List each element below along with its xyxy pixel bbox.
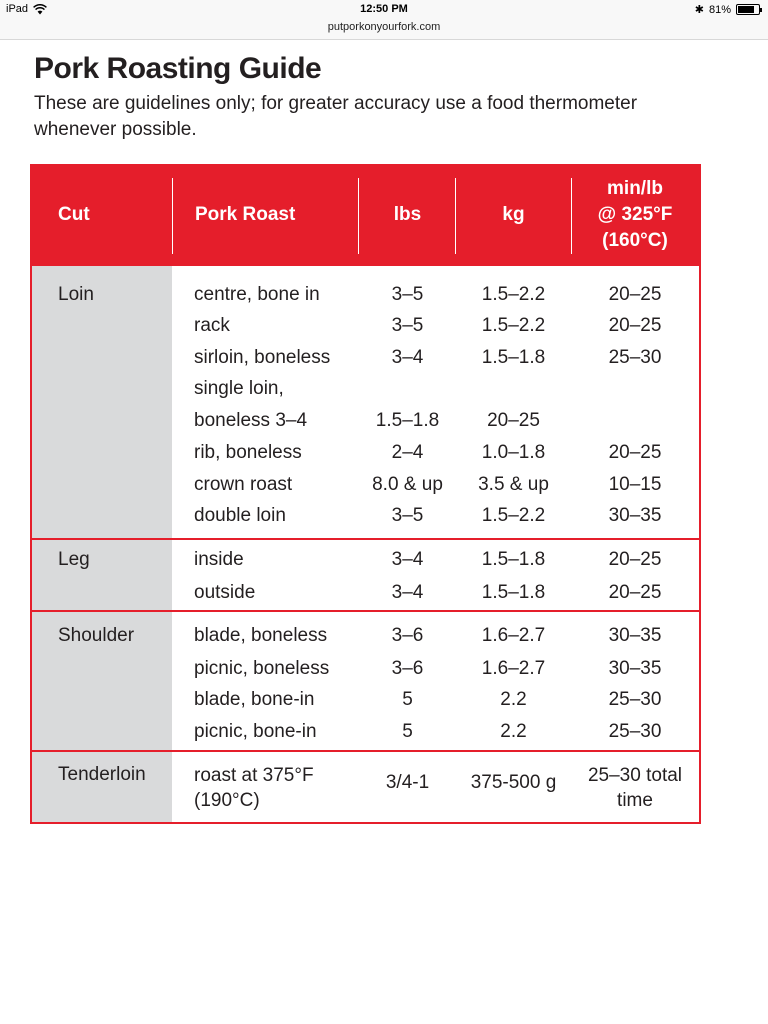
shoulder-kg: 1.6–2.7 — [481, 658, 546, 679]
cut-label-shoulder: Shoulder — [58, 625, 135, 646]
tenderloin-min: 25–30 total time — [587, 765, 683, 811]
tenderloin-kg: 375-500 g — [470, 772, 557, 793]
loin-kg: 20–25 — [487, 410, 540, 431]
loin-kg: 1.5–2.2 — [481, 284, 546, 305]
loin-roast: rack — [194, 315, 230, 336]
bluetooth-icon: ✱ — [694, 4, 704, 16]
clock: 12:50 PM — [360, 3, 408, 15]
header-min-line2: @ 325°F — [597, 204, 673, 225]
header-min-line3: (160°C) — [602, 230, 668, 251]
battery-percent: 81% — [708, 3, 731, 16]
tenderloin-roast: roast at 375°F (190°C) — [194, 765, 314, 811]
loin-roast: single loin, — [194, 378, 284, 399]
leg-lbs: 3–4 — [391, 582, 424, 603]
table-header — [32, 164, 699, 266]
leg-min: 20–25 — [608, 549, 662, 570]
shoulder-min: 30–35 — [608, 658, 662, 679]
header-cut: Cut — [58, 204, 90, 225]
shoulder-lbs: 3–6 — [391, 625, 424, 646]
shoulder-kg: 2.2 — [500, 689, 527, 710]
loin-lbs: 2–4 — [391, 442, 424, 463]
loin-lbs: 3–5 — [391, 315, 424, 336]
shoulder-kg: 1.6–2.7 — [481, 625, 546, 646]
section-divider — [30, 610, 701, 612]
cut-column — [32, 266, 172, 822]
shoulder-min: 25–30 — [608, 721, 662, 742]
battery-icon — [736, 4, 760, 15]
loin-roast: sirloin, boneless — [194, 347, 331, 368]
leg-kg: 1.5–1.8 — [481, 582, 546, 603]
header-lbs: lbs — [393, 204, 422, 225]
loin-roast: crown roast — [194, 474, 293, 495]
header-min-line1: min/lb — [607, 178, 663, 199]
loin-min: 20–25 — [608, 442, 662, 463]
leg-kg: 1.5–1.8 — [481, 549, 546, 570]
leg-roast: inside — [194, 549, 244, 570]
battery-tip — [760, 8, 762, 12]
battery-fill — [738, 6, 754, 13]
loin-lbs: 3–5 — [391, 505, 424, 526]
loin-kg: 1.5–2.2 — [481, 315, 546, 336]
shoulder-lbs: 5 — [402, 721, 413, 742]
loin-roast: double loin — [194, 505, 286, 526]
page-title: Pork Roasting Guide — [34, 52, 322, 85]
leg-lbs: 3–4 — [391, 549, 424, 570]
loin-lbs: 8.0 & up — [372, 474, 443, 495]
status-bar — [0, 0, 768, 20]
loin-min: 10–15 — [608, 474, 662, 495]
shoulder-roast: picnic, boneless — [194, 658, 330, 679]
loin-kg: 3.5 & up — [478, 474, 549, 495]
shoulder-kg: 2.2 — [500, 721, 527, 742]
shoulder-lbs: 5 — [402, 689, 413, 710]
loin-roast: boneless 3–4 — [194, 410, 308, 431]
header-pork-roast: Pork Roast — [195, 204, 296, 225]
page-subtitle: These are guidelines only; for greater accuracy use a food thermometer whenever possible. — [34, 93, 638, 140]
loin-min: 20–25 — [608, 284, 662, 305]
section-divider — [30, 538, 701, 540]
loin-lbs: 3–5 — [391, 284, 424, 305]
loin-kg: 1.5–2.2 — [481, 505, 546, 526]
shoulder-roast: blade, bone-in — [194, 689, 315, 710]
tenderloin-lbs: 3/4-1 — [385, 772, 430, 793]
header-min-per-lb — [571, 164, 699, 266]
loin-min: 25–30 — [608, 347, 662, 368]
header-kg: kg — [502, 204, 525, 225]
loin-lbs: 3–4 — [391, 347, 424, 368]
shoulder-roast: picnic, bone-in — [194, 721, 317, 742]
shoulder-roast: blade, boneless — [194, 625, 328, 646]
address-bar[interactable]: putporkonyourfork.com — [0, 20, 768, 40]
loin-kg: 1.5–1.8 — [481, 347, 546, 368]
loin-min: 30–35 — [608, 505, 662, 526]
section-divider — [30, 750, 701, 752]
shoulder-min: 30–35 — [608, 625, 662, 646]
loin-kg: 1.0–1.8 — [481, 442, 546, 463]
cut-label-leg: Leg — [58, 549, 90, 570]
roasting-table — [30, 164, 701, 824]
leg-min: 20–25 — [608, 582, 662, 603]
shoulder-min: 25–30 — [608, 689, 662, 710]
cut-label-loin: Loin — [58, 284, 94, 305]
loin-min: 20–25 — [608, 315, 662, 336]
leg-roast: outside — [194, 582, 256, 603]
shoulder-lbs: 3–6 — [391, 658, 424, 679]
status-right — [695, 3, 760, 16]
header-divider — [172, 178, 173, 254]
loin-lbs: 1.5–1.8 — [375, 410, 440, 431]
loin-roast: rib, boneless — [194, 442, 302, 463]
loin-roast: centre, bone in — [194, 284, 320, 305]
device-name: iPad — [6, 3, 29, 15]
cut-label-tenderloin: Tenderloin — [58, 764, 146, 785]
